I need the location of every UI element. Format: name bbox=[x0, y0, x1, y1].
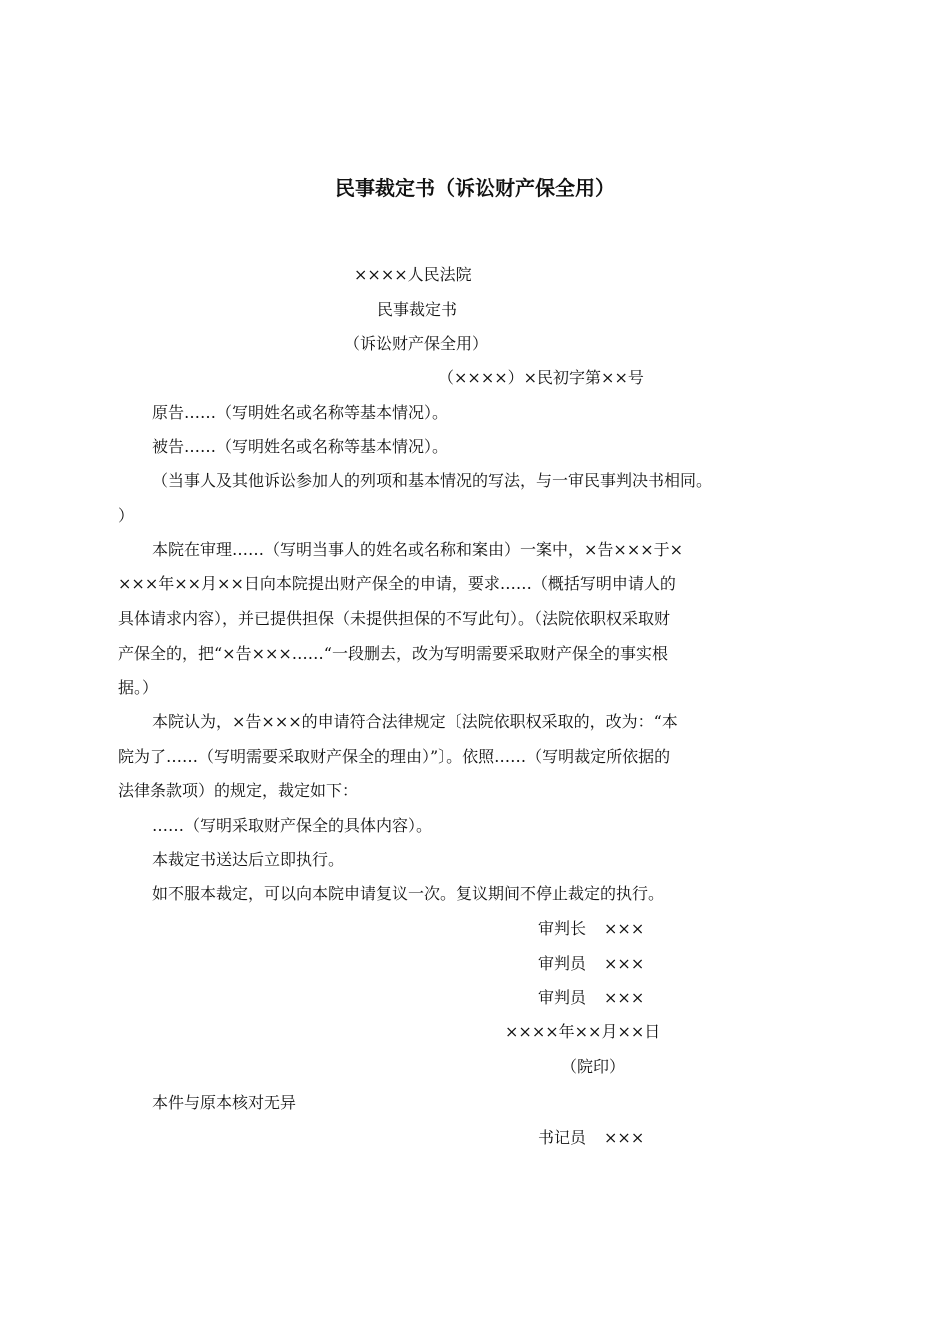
signature-line bbox=[538, 988, 644, 1008]
appeal-line: 如不服本裁定，可以向本院申请复议一次。复议期间不停止裁定的执行。 bbox=[152, 884, 665, 903]
signature-name: ××× bbox=[604, 954, 645, 973]
facts-line: 具体请求内容），并已提供担保（未提供担保的不写此句）。（法院依职权采取财 bbox=[118, 609, 671, 628]
party-note-line: （当事人及其他诉讼参加人的列项和基本情况的写法，与一审民事判决书相同。 bbox=[152, 471, 713, 490]
ruling-date: ××××年××月××日 bbox=[505, 1022, 661, 1041]
document-title: 民事裁定书（诉讼财产保全用） bbox=[335, 176, 615, 200]
party-note-line: ） bbox=[118, 506, 135, 525]
reasoning-line: 本院认为，×告×××的申请符合法律规定〔法院依职权采取的，改为：“本 bbox=[152, 712, 678, 731]
plaintiff-line: 原告……（写明姓名或名称等基本情况）。 bbox=[152, 403, 449, 422]
ruling-line: ……（写明采取财产保全的具体内容）。 bbox=[152, 816, 433, 835]
court-seal: （院印） bbox=[561, 1057, 626, 1076]
reasoning-line: 院为了……（写明需要采取财产保全的理由）”〕。依照……（写明裁定所依据的 bbox=[118, 747, 671, 766]
case-number: （××××）×民初字第××号 bbox=[438, 368, 644, 387]
signature-name: ××× bbox=[604, 988, 645, 1007]
clerk-name: ××× bbox=[604, 1128, 645, 1147]
signature-name: ××× bbox=[604, 919, 645, 938]
execution-line: 本裁定书送达后立即执行。 bbox=[152, 850, 345, 869]
doc-subtype: （诉讼财产保全用） bbox=[344, 334, 489, 353]
signature-role: 审判员 bbox=[538, 954, 587, 973]
facts-line: 产保全的，把“×告×××……“一段删去，改为写明需要采取财产保全的事实根 bbox=[118, 644, 668, 663]
reasoning-line: 法律条款项）的规定，裁定如下： bbox=[118, 781, 359, 800]
facts-line: ×××年××月××日向本院提出财产保全的申请，要求……（概括写明申请人的 bbox=[118, 574, 676, 593]
signature-role: 审判长 bbox=[538, 919, 587, 938]
defendant-line: 被告……（写明姓名或名称等基本情况）。 bbox=[152, 437, 449, 456]
verification-line: 本件与原本核对无异 bbox=[152, 1093, 297, 1112]
facts-line: 据。） bbox=[118, 678, 159, 697]
signature-line bbox=[538, 919, 644, 939]
signature-line bbox=[538, 954, 644, 974]
doc-type: 民事裁定书 bbox=[377, 300, 458, 319]
signature-role: 审判员 bbox=[538, 988, 587, 1007]
clerk-role: 书记员 bbox=[538, 1128, 587, 1147]
facts-line: 本院在审理……（写明当事人的姓名或名称和案由）一案中，×告×××于× bbox=[152, 540, 684, 559]
court-name: ××××人民法院 bbox=[354, 265, 472, 284]
clerk-line bbox=[538, 1128, 644, 1148]
